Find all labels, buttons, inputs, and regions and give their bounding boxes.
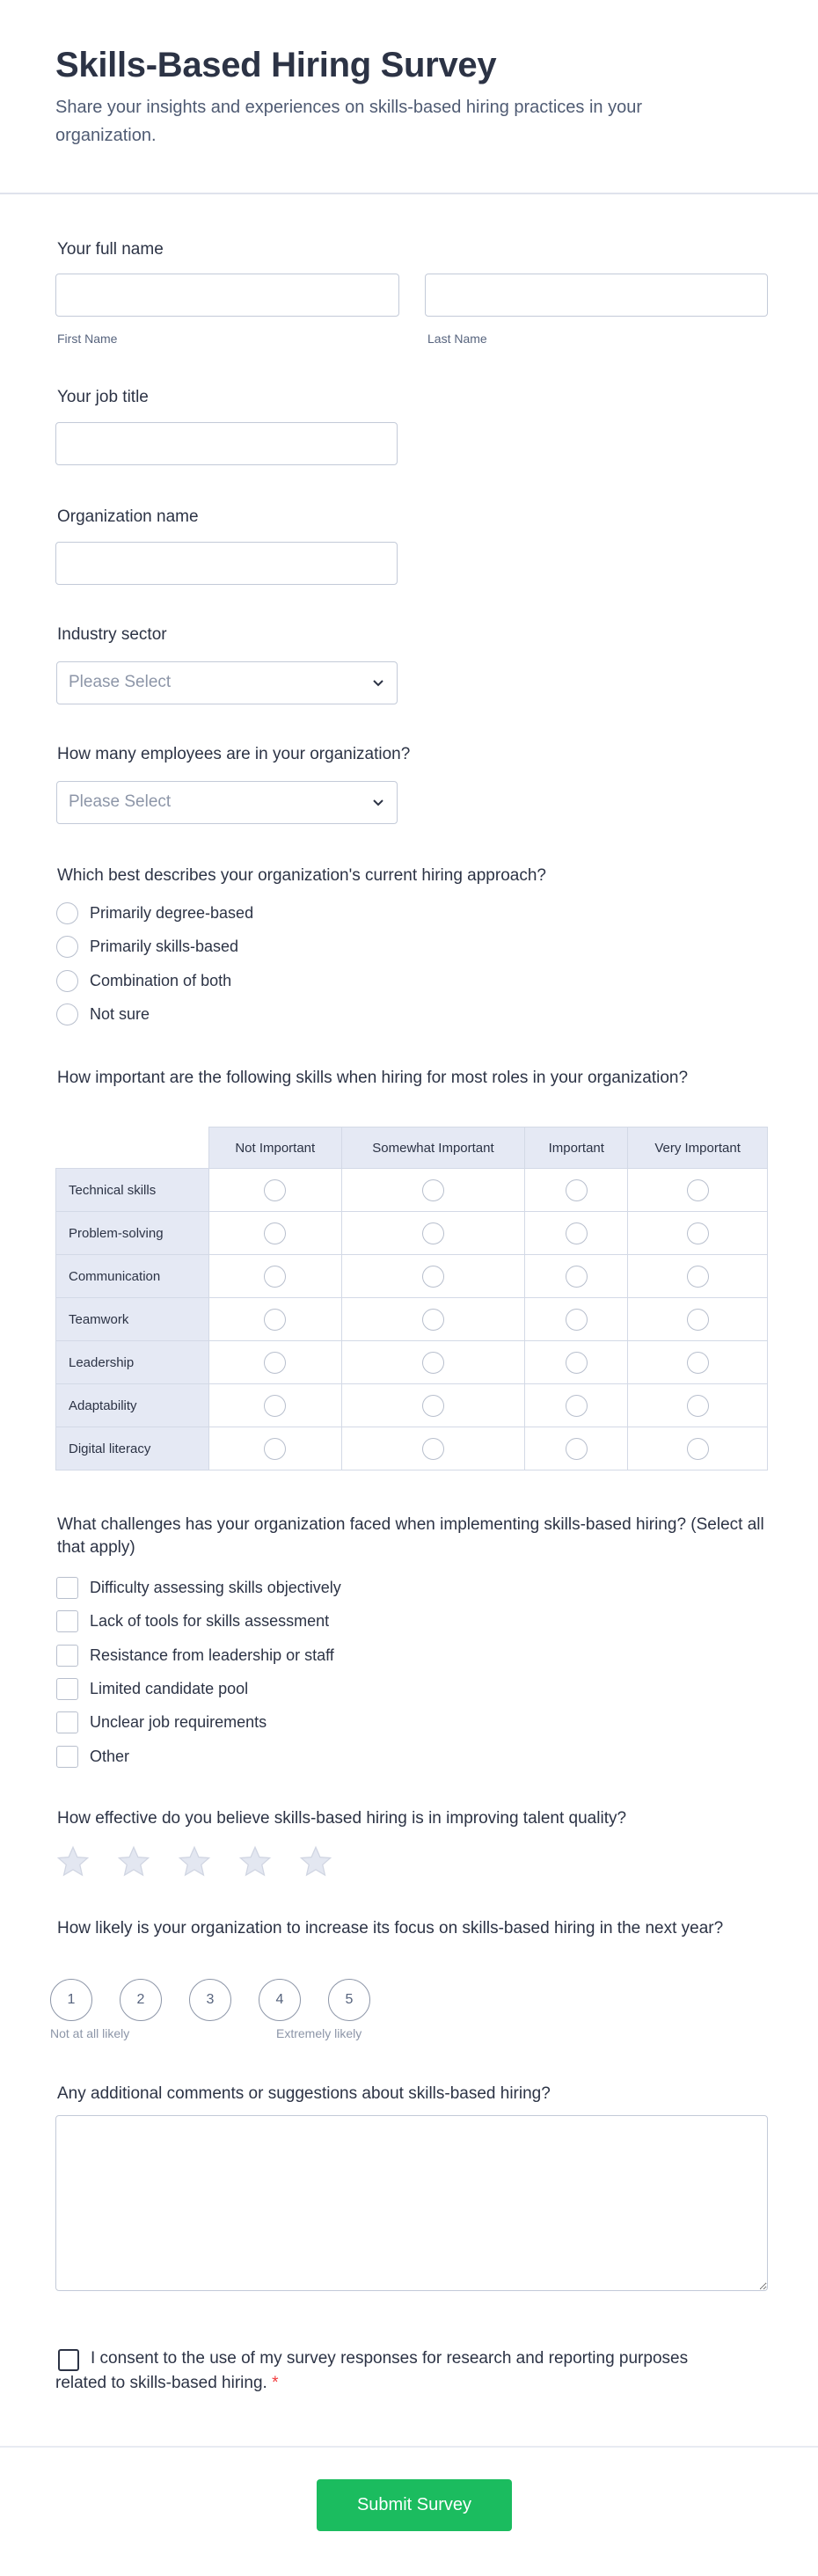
- matrix-cell: [628, 1212, 768, 1255]
- option-label: Primarily skills-based: [90, 937, 239, 955]
- full-name-label: Your full name: [57, 240, 164, 259]
- matrix-column-header: Important: [525, 1127, 628, 1169]
- industry-selected-value: Please Select: [69, 673, 172, 691]
- matrix-radio[interactable]: [422, 1309, 444, 1331]
- chevron-down-icon: [370, 675, 386, 690]
- matrix-column-header: Somewhat Important: [341, 1127, 525, 1169]
- matrix-cell: [208, 1341, 341, 1384]
- challenge-option[interactable]: [56, 1711, 267, 1733]
- radio-button[interactable]: [56, 936, 78, 958]
- option-label: Primarily degree-based: [90, 903, 254, 922]
- matrix-cell: [341, 1427, 525, 1470]
- employees-selected-value: Please Select: [69, 792, 172, 811]
- matrix-radio[interactable]: [687, 1222, 709, 1244]
- matrix-radio[interactable]: [422, 1266, 444, 1288]
- radio-button[interactable]: [56, 1003, 78, 1025]
- page-subtitle: Share your insights and experiences on skills-based hiring practices in your organization.: [55, 98, 643, 145]
- challenge-option[interactable]: [56, 1644, 334, 1667]
- matrix-cell: [525, 1169, 628, 1212]
- matrix-radio[interactable]: [566, 1395, 588, 1417]
- matrix-radio[interactable]: [566, 1438, 588, 1460]
- industry-label: Industry sector: [57, 625, 167, 644]
- star-icon[interactable]: [117, 1845, 150, 1879]
- scale-high-label: Extremely likely: [276, 2026, 362, 2040]
- scale-low-label: Not at all likely: [50, 2026, 130, 2040]
- matrix-radio[interactable]: [264, 1352, 286, 1374]
- matrix-cell: [341, 1255, 525, 1298]
- approach-option[interactable]: [56, 935, 238, 958]
- matrix-cell: [341, 1169, 525, 1212]
- last-name-sublabel: Last Name: [427, 332, 487, 346]
- approach-option[interactable]: [56, 1003, 150, 1025]
- challenges-label: What challenges has your organization faced when implementing skills-based hiring? (Select all that apply): [57, 1515, 764, 1557]
- checkbox[interactable]: [56, 1610, 78, 1632]
- organization-label: Organization name: [57, 507, 199, 526]
- option-label: Difficulty assessing skills objectively: [90, 1578, 341, 1596]
- last-name-input[interactable]: [425, 274, 768, 317]
- first-name-sublabel: First Name: [57, 332, 118, 346]
- scale-option[interactable]: 3: [189, 1979, 231, 2021]
- challenge-option[interactable]: [56, 1609, 329, 1632]
- matrix-radio[interactable]: [566, 1179, 588, 1201]
- option-label: Resistance from leadership or staff: [90, 1646, 334, 1664]
- matrix-radio[interactable]: [687, 1352, 709, 1374]
- consent-label: I consent to the use of my survey responses for research and reporting purposes related to skills-based hiring.: [55, 2349, 689, 2392]
- matrix-cell: [525, 1427, 628, 1470]
- option-label: Limited candidate pool: [90, 1679, 249, 1697]
- challenge-option[interactable]: [56, 1677, 248, 1700]
- matrix-cell: [208, 1384, 341, 1427]
- matrix-cell: [628, 1341, 768, 1384]
- chevron-down-icon: [370, 794, 386, 810]
- radio-button[interactable]: [56, 902, 78, 924]
- scale-option[interactable]: 1: [50, 1979, 92, 2021]
- matrix-radio[interactable]: [422, 1179, 444, 1201]
- checkbox[interactable]: [56, 1746, 78, 1768]
- scale-option[interactable]: 5: [328, 1979, 370, 2021]
- matrix-corner: [56, 1127, 209, 1169]
- matrix-cell: [341, 1384, 525, 1427]
- matrix-row: [56, 1255, 768, 1298]
- matrix-radio[interactable]: [687, 1266, 709, 1288]
- matrix-radio[interactable]: [687, 1438, 709, 1460]
- checkbox[interactable]: [56, 1645, 78, 1667]
- footer-divider: [0, 2446, 818, 2448]
- matrix-cell: [341, 1212, 525, 1255]
- matrix-radio[interactable]: [264, 1266, 286, 1288]
- option-label: Combination of both: [90, 971, 232, 989]
- star-icon[interactable]: [299, 1845, 332, 1879]
- challenge-option[interactable]: [56, 1745, 129, 1768]
- matrix-radio[interactable]: [566, 1352, 588, 1374]
- approach-label: Which best describes your organization's current hiring approach?: [57, 866, 546, 885]
- job-title-input[interactable]: [55, 422, 398, 465]
- matrix-row-label: Digital literacy: [56, 1427, 209, 1470]
- matrix-row-label: Problem-solving: [56, 1212, 209, 1255]
- checkbox[interactable]: [56, 1577, 78, 1599]
- star-icon[interactable]: [238, 1845, 272, 1879]
- matrix-cell: [525, 1341, 628, 1384]
- matrix-cell: [208, 1255, 341, 1298]
- matrix-cell: [628, 1169, 768, 1212]
- approach-option[interactable]: [56, 969, 231, 992]
- matrix-cell: [208, 1169, 341, 1212]
- star-icon[interactable]: [178, 1845, 211, 1879]
- challenge-option[interactable]: [56, 1576, 341, 1599]
- required-asterisk: *: [272, 2374, 279, 2392]
- matrix-column-header: Very Important: [628, 1127, 768, 1169]
- matrix-radio[interactable]: [264, 1222, 286, 1244]
- matrix-radio[interactable]: [566, 1266, 588, 1288]
- matrix-cell: [341, 1298, 525, 1341]
- option-label: Unclear job requirements: [90, 1712, 267, 1731]
- matrix-radio[interactable]: [687, 1309, 709, 1331]
- matrix-radio[interactable]: [264, 1179, 286, 1201]
- checkbox[interactable]: [56, 1711, 78, 1733]
- matrix-cell: [208, 1298, 341, 1341]
- matrix-cell: [525, 1255, 628, 1298]
- option-label: Lack of tools for skills assessment: [90, 1611, 330, 1630]
- skills-matrix: [55, 1127, 768, 1470]
- matrix-radio[interactable]: [422, 1438, 444, 1460]
- matrix-row-label: Adaptability: [56, 1384, 209, 1427]
- header-divider: [0, 193, 818, 194]
- matrix-cell: [525, 1298, 628, 1341]
- matrix-cell: [525, 1212, 628, 1255]
- option-label: Not sure: [90, 1004, 150, 1023]
- matrix-radio[interactable]: [264, 1309, 286, 1331]
- matrix-radio[interactable]: [264, 1438, 286, 1460]
- approach-option[interactable]: [56, 901, 253, 924]
- matrix-row: [56, 1212, 768, 1255]
- matrix-cell: [208, 1212, 341, 1255]
- matrix-row: [56, 1298, 768, 1341]
- matrix-radio[interactable]: [687, 1179, 709, 1201]
- matrix-row-label: Technical skills: [56, 1169, 209, 1212]
- comments-textarea[interactable]: [55, 2115, 768, 2291]
- matrix-cell: [628, 1384, 768, 1427]
- consent-text: [55, 2346, 706, 2396]
- submit-button[interactable]: Submit Survey: [317, 2479, 512, 2531]
- effectiveness-label: How effective do you believe skills-based hiring is in improving talent quality?: [57, 1809, 627, 1828]
- matrix-radio[interactable]: [687, 1395, 709, 1417]
- matrix-radio[interactable]: [422, 1352, 444, 1374]
- employees-label: How many employees are in your organization?: [57, 745, 411, 763]
- matrix-cell: [208, 1427, 341, 1470]
- likelihood-label: How likely is your organization to increase its focus on skills-based hiring in the next year?: [57, 1919, 724, 1937]
- comments-label: Any additional comments or suggestions about skills-based hiring?: [57, 2084, 551, 2103]
- scale-option[interactable]: 2: [120, 1979, 162, 2021]
- page-title: Skills-Based Hiring Survey: [55, 46, 497, 84]
- employees-select[interactable]: [56, 781, 398, 824]
- matrix-cell: [628, 1427, 768, 1470]
- matrix-radio[interactable]: [566, 1222, 588, 1244]
- job-title-label: Your job title: [57, 388, 149, 406]
- scale-option[interactable]: 4: [259, 1979, 301, 2021]
- matrix-row-label: Communication: [56, 1255, 209, 1298]
- matrix-cell: [341, 1341, 525, 1384]
- matrix-radio[interactable]: [566, 1309, 588, 1331]
- organization-input[interactable]: [55, 542, 398, 585]
- star-icon[interactable]: [56, 1845, 90, 1879]
- matrix-label: How important are the following skills when hiring for most roles in your organization?: [57, 1069, 689, 1087]
- matrix-cell: [525, 1384, 628, 1427]
- option-label: Other: [90, 1747, 130, 1765]
- first-name-input[interactable]: [55, 274, 399, 317]
- matrix-column-header: Not Important: [208, 1127, 341, 1169]
- matrix-row-label: Leadership: [56, 1341, 209, 1384]
- matrix-row-label: Teamwork: [56, 1298, 209, 1341]
- matrix-row: [56, 1341, 768, 1384]
- matrix-cell: [628, 1255, 768, 1298]
- matrix-row: [56, 1169, 768, 1212]
- matrix-row: [56, 1427, 768, 1470]
- matrix-radio[interactable]: [422, 1395, 444, 1417]
- matrix-radio[interactable]: [264, 1395, 286, 1417]
- radio-button[interactable]: [56, 970, 78, 992]
- matrix-cell: [628, 1298, 768, 1341]
- matrix-radio[interactable]: [422, 1222, 444, 1244]
- industry-select[interactable]: [56, 661, 398, 704]
- matrix-row: [56, 1384, 768, 1427]
- checkbox[interactable]: [56, 1678, 78, 1700]
